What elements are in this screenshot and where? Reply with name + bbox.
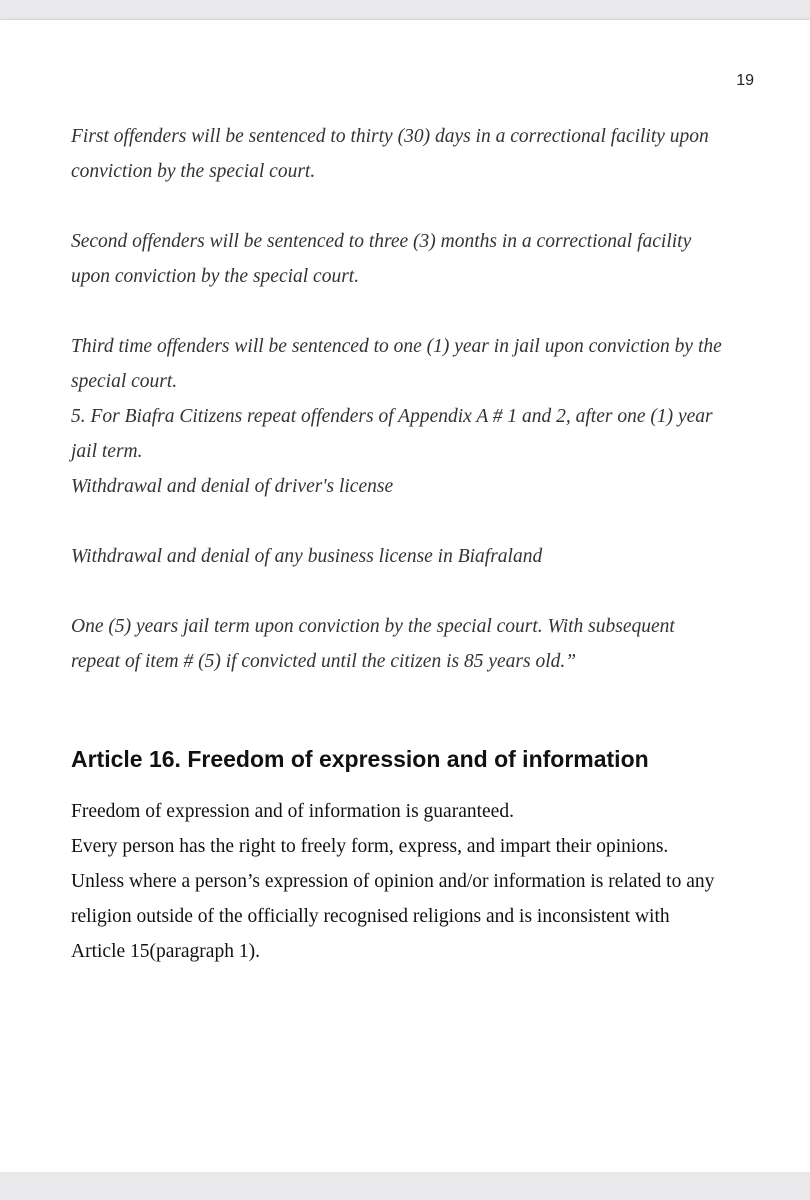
article-body [71, 794, 771, 969]
page-number: 19 [736, 72, 754, 89]
text-line: special court. [71, 371, 178, 392]
text-line: Withdrawal and denial of driver's license [71, 476, 394, 497]
text-line: jail term. [71, 441, 143, 462]
text-line: Article 15(paragraph 1). [71, 941, 260, 962]
text-line: repeat of item # (5) if convicted until the citizen is 85 years old.” [71, 651, 577, 672]
text-line: Freedom of expression and of information is guaranteed. [71, 801, 514, 822]
text-line: 5. For Biafra Citizens repeat offenders of Appendix A # 1 and 2, after one (1) year [71, 406, 713, 427]
viewer-bottom-bar [0, 1172, 810, 1200]
text-line: First offenders will be sentenced to thirty (30) days in a correctional facility upon [71, 126, 709, 147]
italic-section [71, 119, 771, 679]
text-line: One (5) years jail term upon conviction by the special court. With subsequent [71, 616, 675, 637]
text-line: Unless where a person’s expression of opinion and/or information is related to any [71, 871, 715, 892]
text-line: Every person has the right to freely form, express, and impart their opinions. [71, 836, 669, 857]
text-line: religion outside of the officially recognised religions and is inconsistent with [71, 906, 670, 927]
text-line: Second offenders will be sentenced to three (3) months in a correctional facility [71, 231, 692, 252]
text-line: Third time offenders will be sentenced to one (1) year in jail upon conviction by the [71, 336, 722, 357]
text-line: Withdrawal and denial of any business license in Biafraland [71, 546, 543, 567]
text-line: conviction by the special court. [71, 161, 316, 182]
text-line: upon conviction by the special court. [71, 266, 360, 287]
article-heading: Article 16. Freedom of expression and of information [71, 746, 649, 772]
document-page [0, 20, 810, 1172]
